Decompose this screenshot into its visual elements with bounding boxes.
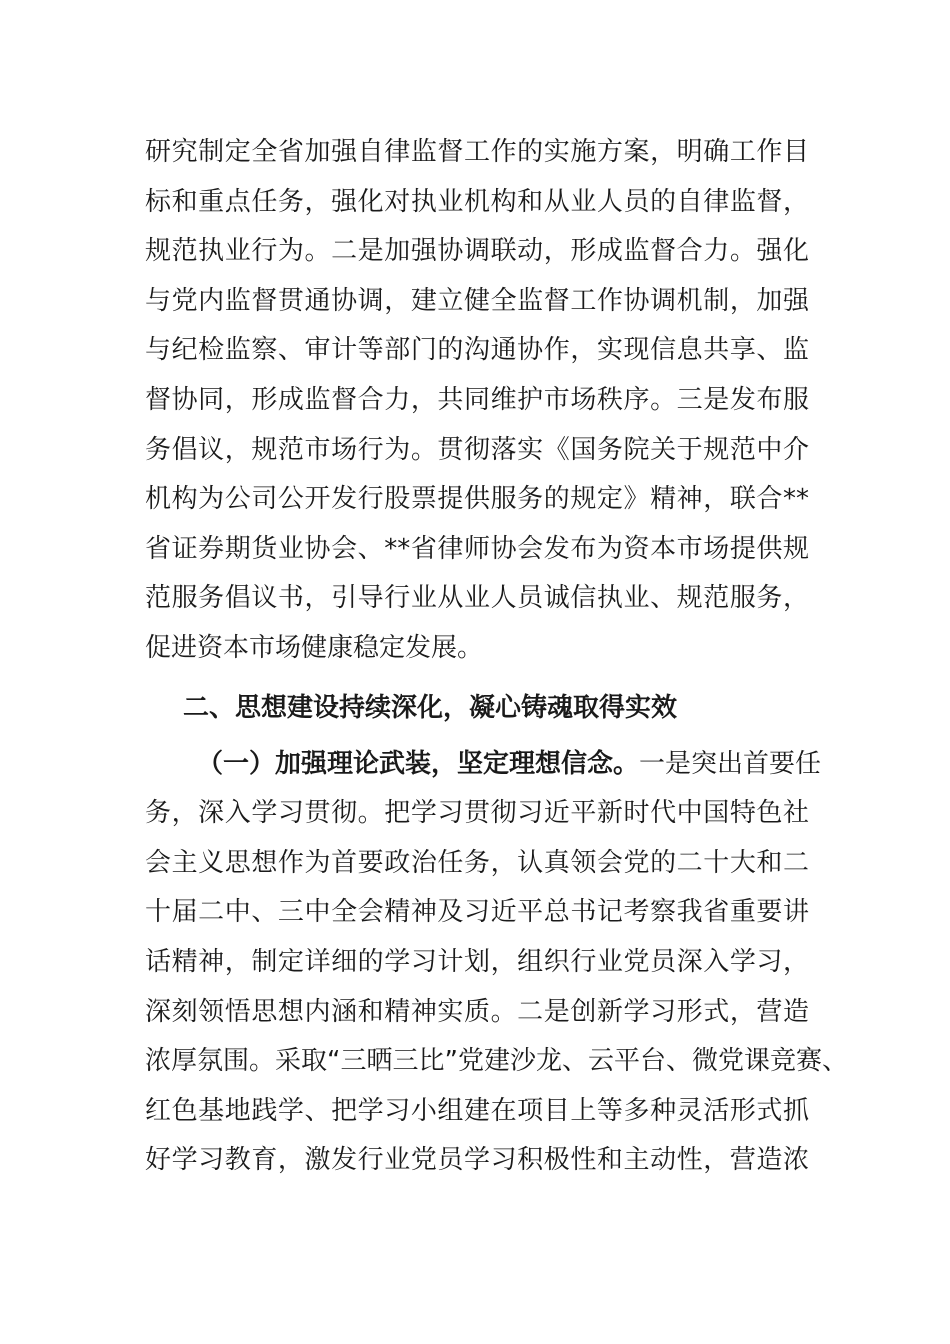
text-line-rest: 一是突出首要任 [639, 748, 822, 779]
text-line: 红色基地践学、把学习小组建在项目上等多种灵活形式抓 [145, 1095, 809, 1126]
text-line: 规范执业行为。二是加强协调联动，形成监督合力。强化 [145, 236, 809, 267]
text-line: 范服务倡议书，引导行业从业人员诚信执业、规范服务， [145, 583, 809, 614]
text-line: 务，深入学习贯彻。把学习贯彻习近平新时代中国特色社 [145, 798, 809, 829]
section-heading: 二、思想建设持续深化，凝心铸魂取得实效 [183, 692, 678, 723]
subsection-heading: （一）加强理论武装，坚定理想信念。 [197, 748, 640, 779]
text-line-first [145, 740, 822, 790]
text-line: 深刻领悟思想内涵和精神实质。二是创新学习形式，营造 [145, 996, 809, 1027]
text-line: 督协同，形成监督合力，共同维护市场秩序。三是发布服 [145, 384, 809, 415]
text-line: 会主义思想作为首要政治任务，认真领会党的二十大和二 [145, 847, 809, 878]
paragraph-self-regulation [145, 128, 809, 674]
text-line: 标和重点任务，强化对执业机构和从业人员的自律监督， [145, 186, 809, 217]
paragraph-theory-study [145, 740, 848, 1186]
text-line: 话精神，制定详细的学习计划，组织行业党员深入学习， [145, 946, 809, 977]
text-line: 机构为公司公开发行股票提供服务的规定》精神，联合** [145, 484, 809, 515]
text-line: 促进资本市场健康稳定发展。 [145, 632, 484, 663]
text-line: 研究制定全省加强自律监督工作的实施方案，明确工作目 [145, 137, 809, 167]
text-line: 省证券期货业协会、**省律师协会发布为资本市场提供规 [145, 533, 809, 564]
text-line: 十届二中、三中全会精神及习近平总书记考察我省重要讲 [145, 897, 809, 928]
document-body [145, 128, 848, 1186]
text-line: 与纪检监察、审计等部门的沟通协作，实现信息共享、监 [145, 335, 809, 366]
text-line: 务倡议，规范市场行为。贯彻落实《国务院关于规范中介 [145, 434, 809, 465]
text-line: 浓厚氛围。采取“三晒三比”党建沙龙、云平台、微党课竞赛、 [145, 1046, 848, 1077]
text-line: 与党内监督贯通协调，建立健全监督工作协调机制，加强 [145, 285, 809, 316]
text-line: 好学习教育，激发行业党员学习积极性和主动性，营造浓 [145, 1145, 809, 1176]
